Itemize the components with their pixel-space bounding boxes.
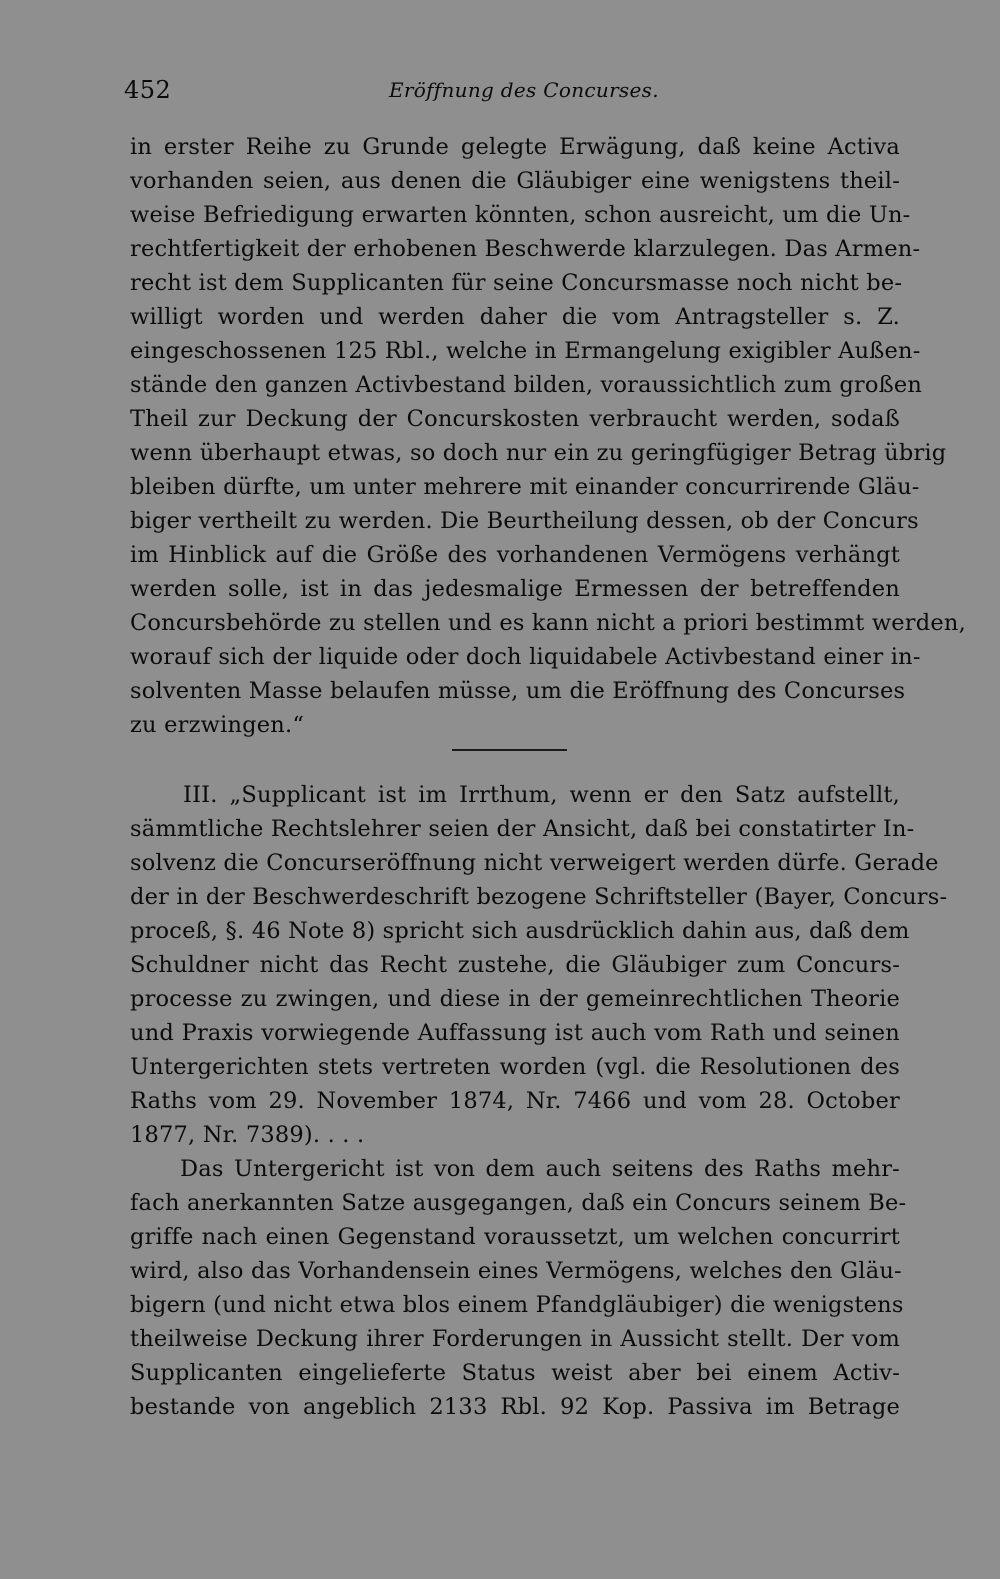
page-number: 452 (124, 76, 172, 104)
text-line: solvenz die Concurseröffnung nicht verweigert werden dürfe. Gerade (130, 850, 939, 876)
text-line: bestande von angeblich 2133 Rbl. 92 Kop. Passiva im Betrage (130, 1394, 900, 1420)
text-line: willigt worden und werden daher die vom Antragsteller s. Z. (130, 304, 900, 330)
text-line: sämmtliche Rechtslehrer seien der Ansicht, daß bei constatirter In- (130, 816, 915, 842)
text-line: biger vertheilt zu werden. Die Beurtheilung dessen, ob der Concurs (130, 508, 919, 534)
text-line: Untergerichten stets vertreten worden (vgl. die Resolutionen des (130, 1054, 900, 1080)
text-line: processe zu zwingen, und diese in der gemeinrechtlichen Theorie (130, 986, 900, 1012)
text-line: solventen Masse belaufen müsse, um die Eröffnung des Concurses (130, 678, 906, 704)
text-line: wenn überhaupt etwas, so doch nur ein zu geringfügiger Betrag übrig (130, 440, 947, 466)
text-line: im Hinblick auf die Größe des vorhandenen Vermögens verhängt (130, 542, 900, 568)
text-line: 1877, Nr. 7389). . . . (130, 1122, 365, 1148)
text-line: in erster Reihe zu Grunde gelegte Erwägung, daß keine Activa (130, 134, 900, 160)
text-line: zu erzwingen.“ (130, 712, 305, 738)
text-line: fach anerkannten Satze ausgegangen, daß ein Concurs seinem Be- (130, 1190, 907, 1216)
text-line: wird, also das Vorhandensein eines Vermögens, welches den Gläu- (130, 1258, 902, 1284)
text-line: Concursbehörde zu stellen und es kann nicht a priori bestimmt werden, (130, 610, 966, 636)
text-line: Schuldner nicht das Recht zustehe, die Gläubiger zum Concurs- (130, 952, 900, 978)
text-line: vorhanden seien, aus denen die Gläubiger eine wenigstens theil- (130, 168, 900, 194)
section-divider (452, 749, 567, 751)
text-line: III. „Supplicant ist im Irrthum, wenn er den Satz aufstellt, (183, 782, 900, 808)
text-line: werden solle, ist in das jedesmalige Ermessen der betreffenden (130, 576, 900, 602)
text-line: griffe nach einen Gegenstand voraussetzt, um welchen concurrirt (130, 1224, 900, 1250)
text-line: bigern (und nicht etwa blos einem Pfandgläubiger) die wenigstens (130, 1292, 904, 1318)
text-line: worauf sich der liquide oder doch liquidabele Activbestand einer in- (130, 644, 921, 670)
text-line: theilweise Deckung ihrer Forderungen in Aussicht stellt. Der vom (130, 1326, 900, 1352)
text-line: und Praxis vorwiegende Auffassung ist auch vom Rath und seinen (130, 1020, 900, 1046)
text-line: der in der Beschwerdeschrift bezogene Schriftsteller (Bayer, Concurs- (130, 884, 948, 910)
text-line: stände den ganzen Activbestand bilden, voraussichtlich zum großen (130, 372, 923, 398)
running-title: Eröffnung des Concurses. (389, 78, 659, 102)
text-line: recht ist dem Supplicanten für seine Concursmasse noch nicht be- (130, 270, 903, 296)
text-line: bleiben dürfte, um unter mehrere mit einander concurrirende Gläu- (130, 474, 920, 500)
text-line: weise Befriedigung erwarten könnten, schon ausreicht, um die Un- (130, 202, 911, 228)
page-header (124, 76, 900, 108)
text-line: Theil zur Deckung der Concurskosten verbraucht werden, sodaß (130, 406, 900, 432)
text-line: eingeschossenen 125 Rbl., welche in Ermangelung exigibler Außen- (130, 338, 921, 364)
text-line: proceß, §. 46 Note 8) spricht sich ausdrücklich dahin aus, daß dem (130, 918, 910, 944)
text-line: Raths vom 29. November 1874, Nr. 7466 und vom 28. October (130, 1088, 900, 1114)
text-line: rechtfertigkeit der erhobenen Beschwerde klarzulegen. Das Armen- (130, 236, 921, 262)
text-line: Supplicanten eingelieferte Status weist aber bei einem Activ- (130, 1360, 900, 1386)
text-line: Das Untergericht ist von dem auch seitens des Raths mehr- (180, 1156, 900, 1182)
